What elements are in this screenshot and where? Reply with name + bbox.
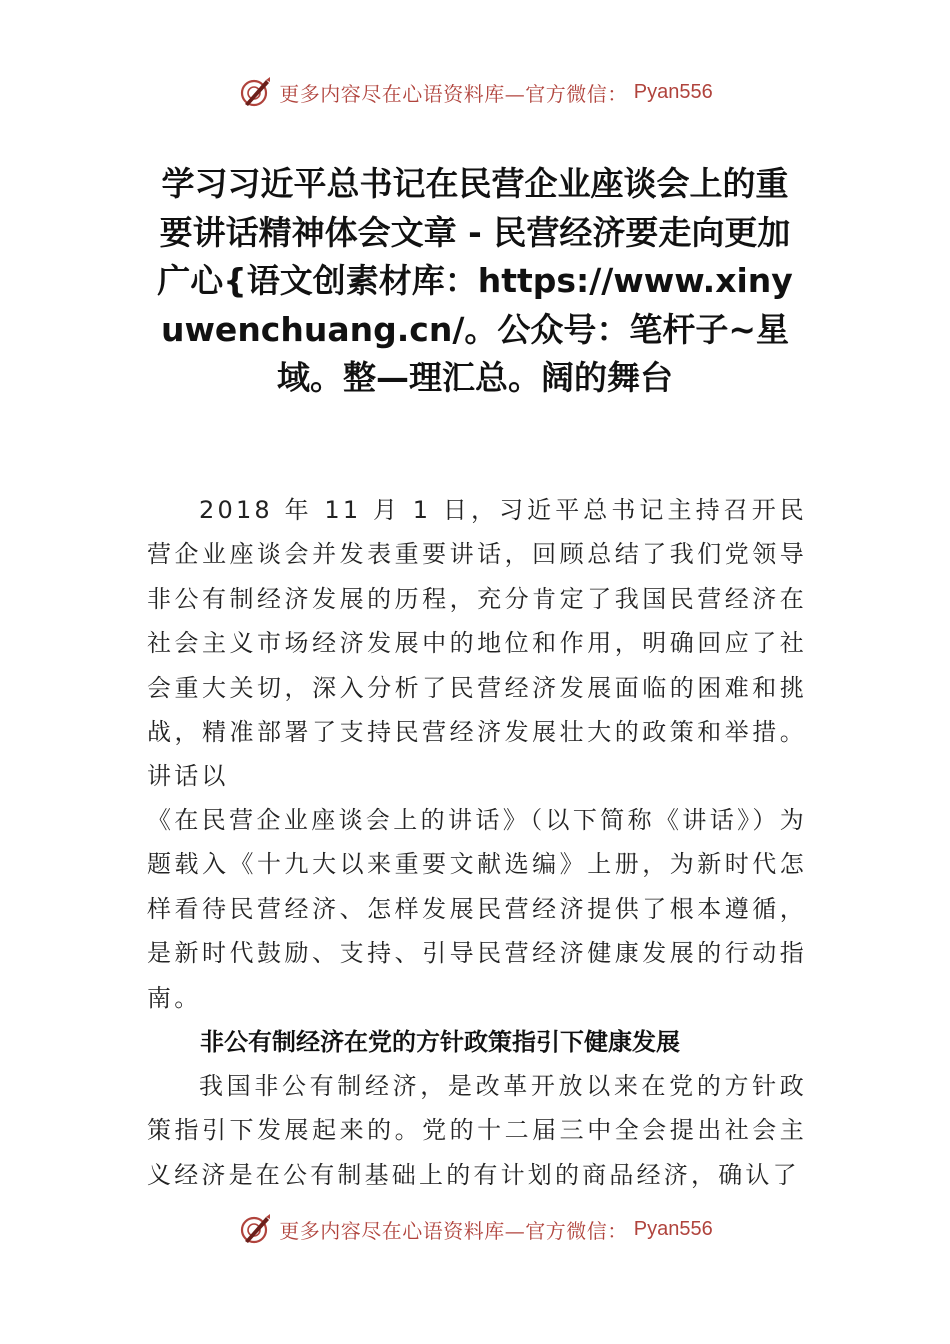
quill-seal-icon <box>237 1211 273 1247</box>
header-banner <box>0 70 950 114</box>
paragraph-1: 2018 年 11 月 1 日，习近平总书记主持召开民营企业座谈会并发表重要讲话，回顾总结了我们党领导非公有制经济发展的历程，充分肯定了我国民营经济在社会主义市场经济发展中的地位和作用，明确回应了社会重大关切，深入分析了民营经济发展面临的困难和挑战，精准部署了支持民营经济发展壮大的政策和举措。讲话以 <box>147 496 807 791</box>
paragraph-3: 我国非公有制经济，是改革开放以来在党的方针政策指引下发展起来的。党的十二届三中全会提出社会主义经济是在公有制基础上的有计划的商品经济，确认了 <box>147 1072 807 1189</box>
banner-text: 更多内容尽在心语资料库—官方微信： <box>279 81 628 106</box>
footer-banner <box>0 1207 950 1251</box>
banner-wechat-id: Pyan556 <box>633 1217 713 1240</box>
banner-text: 更多内容尽在心语资料库—官方微信： <box>279 1218 628 1243</box>
banner-wechat-id: Pyan556 <box>633 80 713 103</box>
document-title: 学习习近平总书记在民营企业座谈会上的重要讲话精神体会文章 - 民营经济要走向更加广心{语文创素材库：https://www.xinyuwenchuang.cn/。公众号：笔杆子~星域。整—理汇总。阔的舞台 <box>157 164 793 397</box>
quill-seal-icon <box>237 74 273 110</box>
paragraph-2: 《在民营企业座谈会上的讲话》（以下简称《讲话》）为题载入《十九大以来重要文献选编》上册，为新时代怎样看待民营经济、怎样发展民营经济提供了根本遵循，是新时代鼓励、支持、引导民营经济健康发展的行动指南。 <box>147 806 807 1012</box>
section-heading: 非公有制经济在党的方针政策指引下健康发展 <box>200 1028 680 1056</box>
